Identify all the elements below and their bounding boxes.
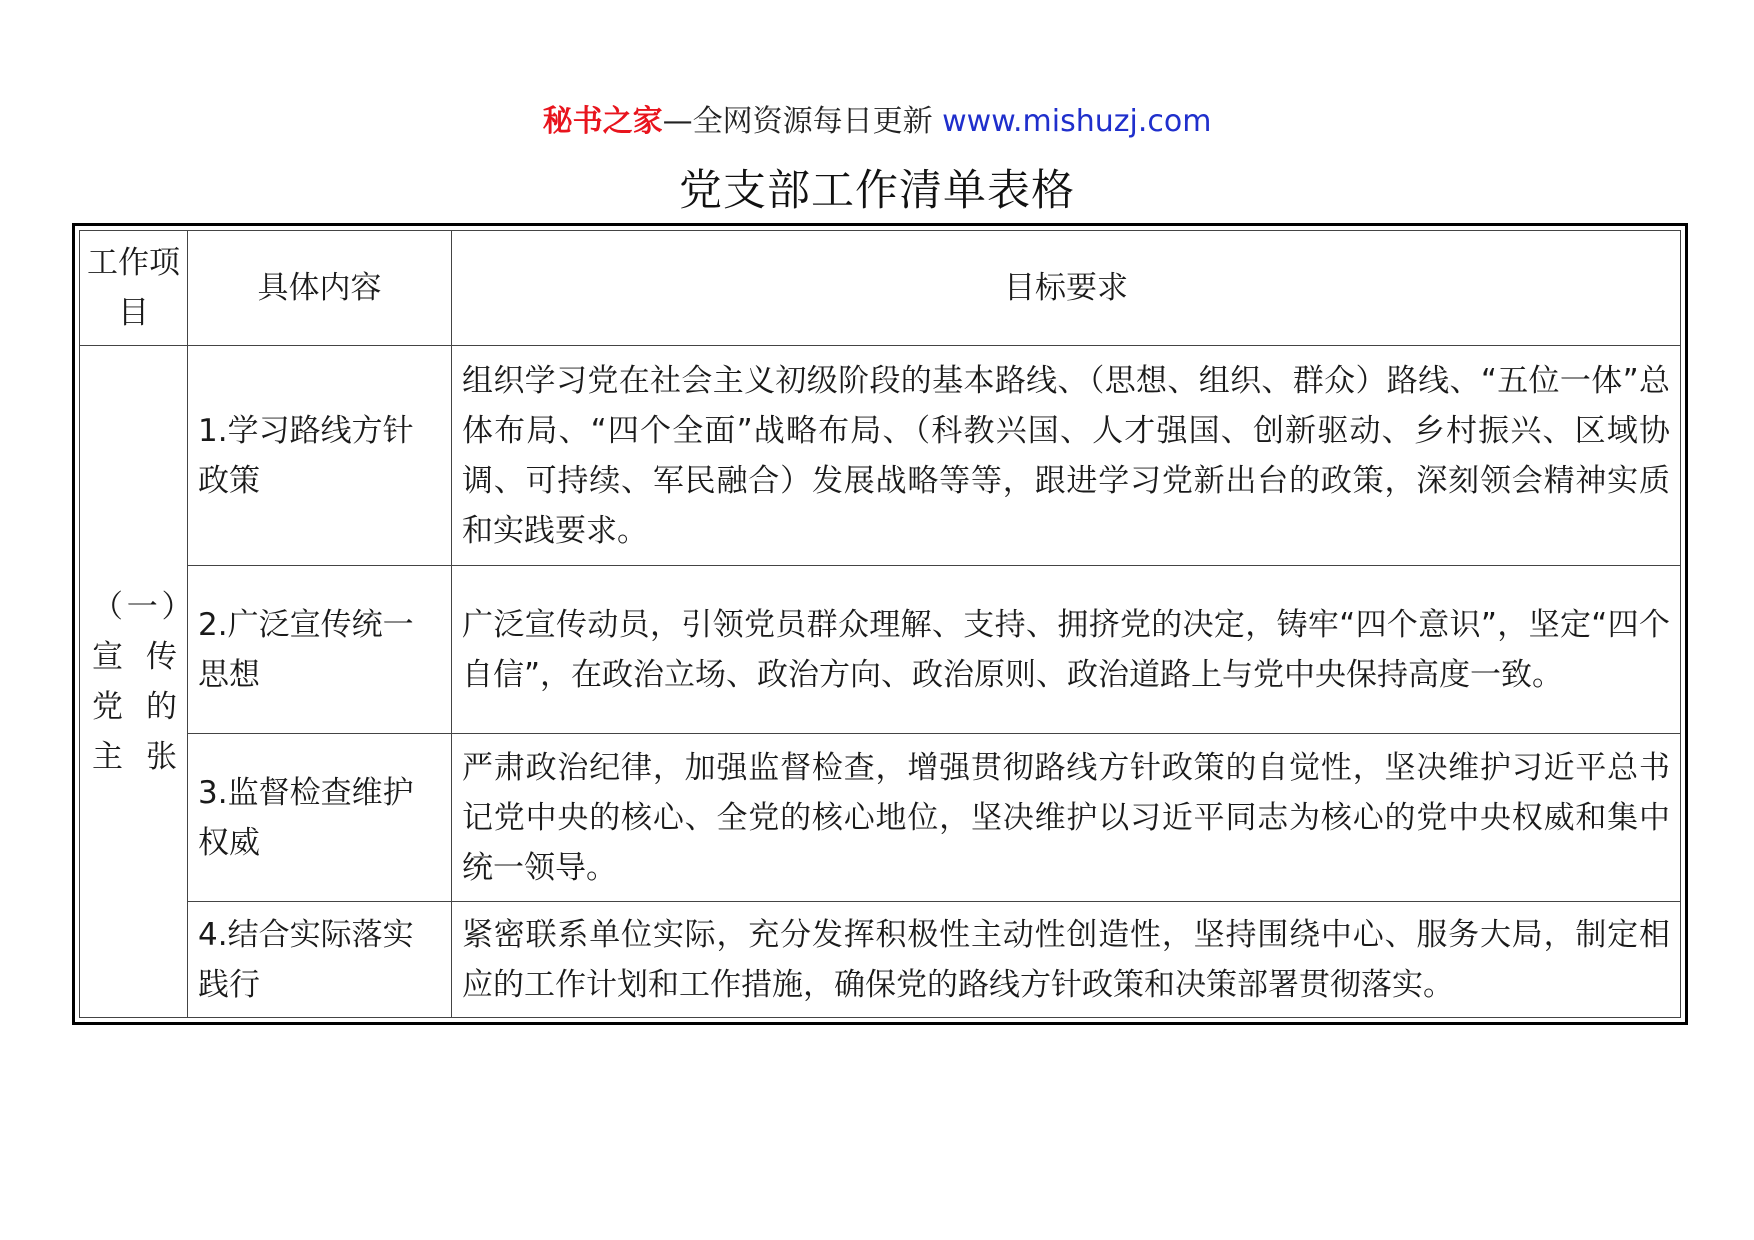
table-row <box>80 566 1681 734</box>
content-cell: 2.广泛宣传统一思想 <box>188 566 452 734</box>
header-requirement: 目标要求 <box>452 231 1681 346</box>
requirement-cell: 组织学习党在社会主义初级阶段的基本路线、（思想、组织、群众）路线、“五位一体”总体布局、“四个全面”战略布局、（科教兴国、人才强国、创新驱动、乡村振兴、区域协调、可持续、军民融合）发展战略等等，跟进学习党新出台的政策，深刻领会精神实质和实践要求。 <box>452 346 1681 566</box>
site-header <box>0 100 1754 144</box>
site-tagline: —全网资源每日更新 <box>662 104 933 139</box>
requirement-cell: 严肃政治纪律，加强监督检查，增强贯彻路线方针政策的自觉性，坚决维护习近平总书记党中央的核心、全党的核心地位，坚决维护以习近平同志为核心的党中央权威和集中统一领导。 <box>452 734 1681 902</box>
table-header-row <box>80 231 1681 346</box>
requirement-cell: 紧密联系单位实际，充分发挥积极性主动性创造性，坚持围绕中心、服务大局，制定相应的工作计划和工作措施，确保党的路线方针政策和决策部署贯彻落实。 <box>452 902 1681 1018</box>
site-url-link[interactable]: www.mishuzj.com <box>942 104 1212 139</box>
content-cell: 3.监督检查维护权威 <box>188 734 452 902</box>
table-row <box>80 734 1681 902</box>
table-row <box>80 902 1681 1018</box>
header-work-item: 工作项目 <box>80 231 188 346</box>
work-list-table <box>79 230 1681 1018</box>
content-cell: 4.结合实际落实践行 <box>188 902 452 1018</box>
work-item-group-label: （一）宣传党的主张 <box>80 346 188 1018</box>
content-cell: 1.学习路线方针政策 <box>188 346 452 566</box>
brand-name: 秘书之家 <box>542 104 663 139</box>
table-row <box>80 346 1681 566</box>
header-content: 具体内容 <box>188 231 452 346</box>
requirement-cell: 广泛宣传动员，引领党员群众理解、支持、拥挤党的决定，铸牢“四个意识”，坚定“四个自信”，在政治立场、政治方向、政治原则、政治道路上与党中央保持高度一致。 <box>452 566 1681 734</box>
document-title: 党支部工作清单表格 <box>679 166 1075 216</box>
work-list-table-frame <box>72 223 1688 1025</box>
